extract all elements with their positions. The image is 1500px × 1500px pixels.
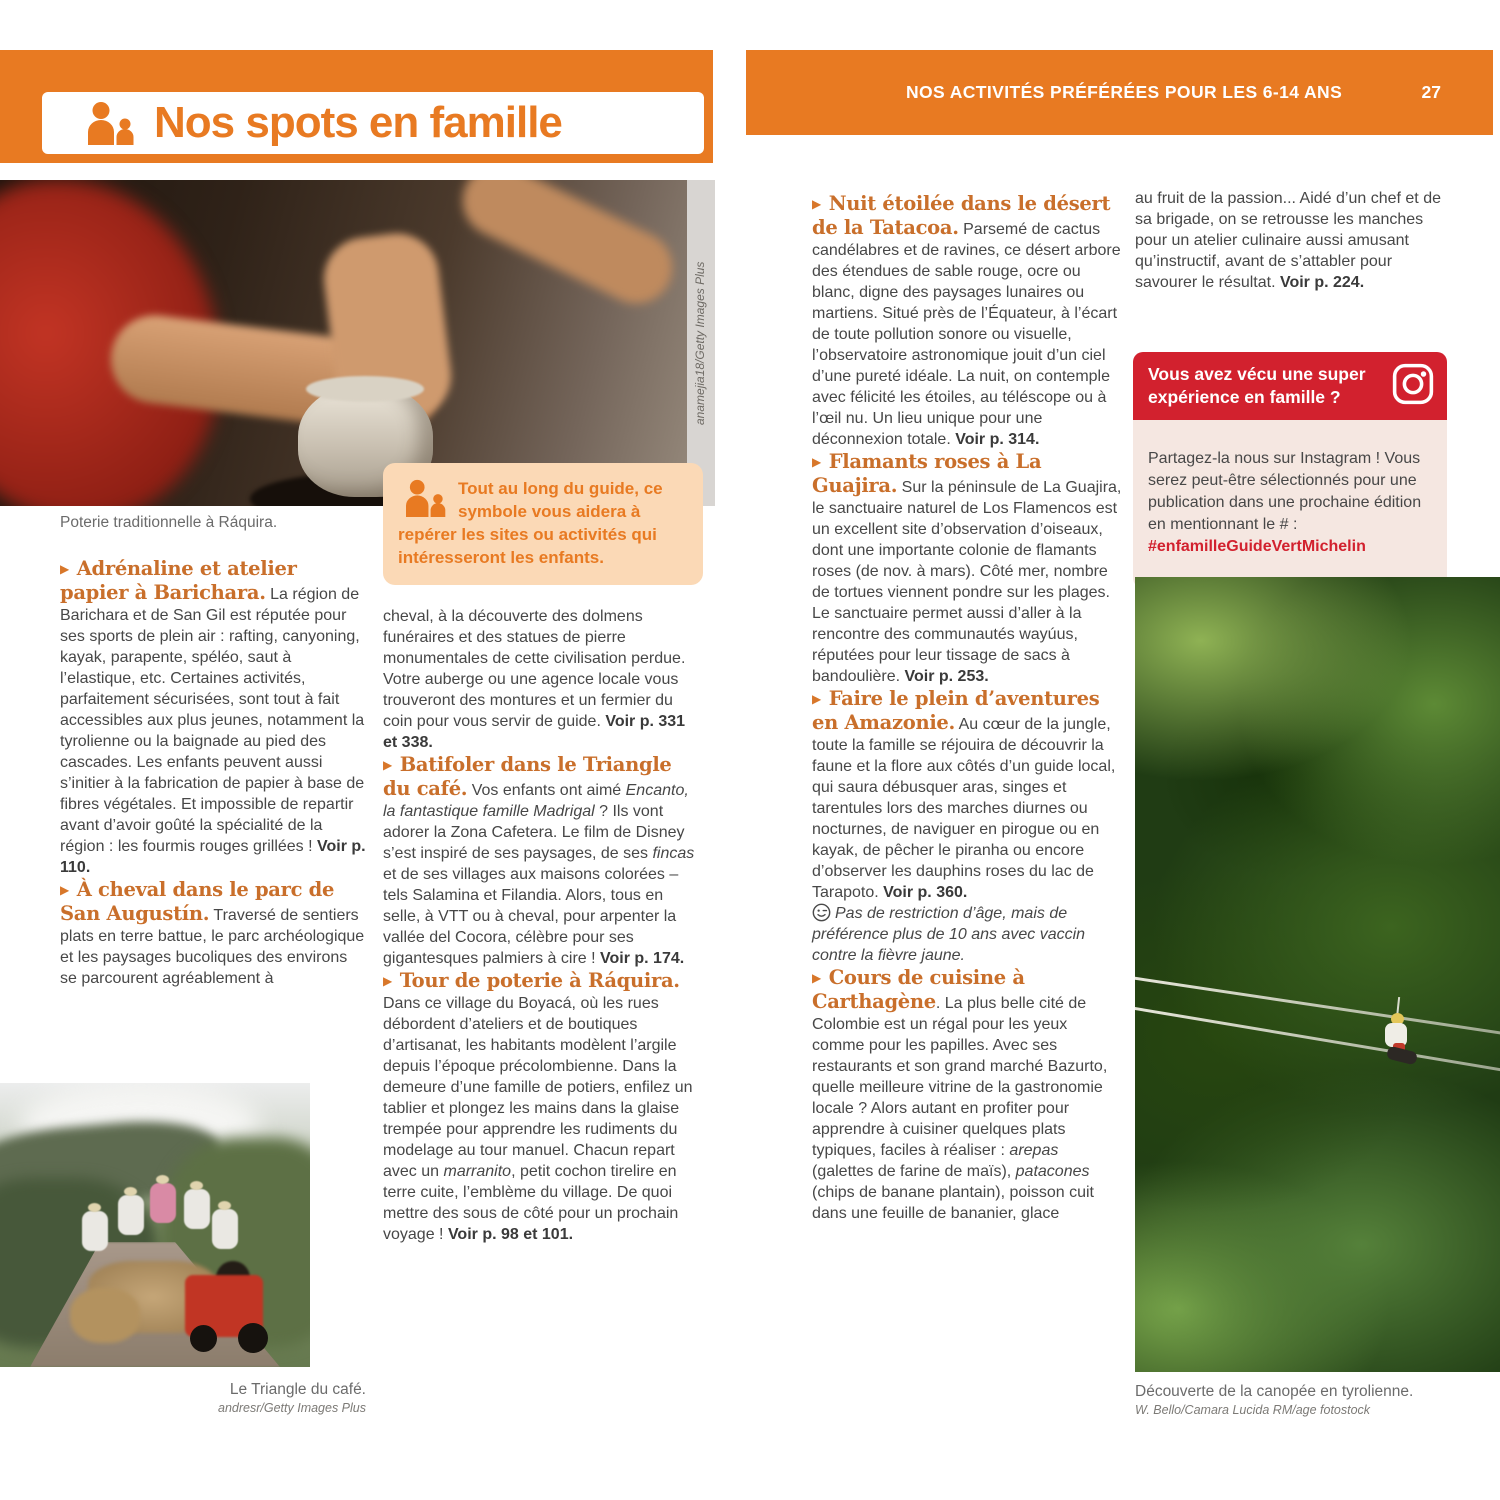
instagram-box-text: Partagez-la nous sur Instagram ! Vous serez peut-être sélectionnés pour une publication dans une prochaine édition en mentionnant le # : #enfamilleGuideVertMichelin [1148,450,1422,555]
jeep-photo-person [184,1189,210,1229]
jeep-photo-wheel [238,1323,268,1353]
section-body-guajira: Sur la péninsule de La Guajira, le sanctuaire naturel de Los Flamencos est un excellent site d’observation d’oiseaux, dont une importante colonie de flamants roses (de nov. à mars). Côté mer, nombre de tortues viennent pondre sur les plages. Le sanctuaire permet aussi d’aller à la rencontre des communautés wayúus, réputées pour leur tissage de sacs à bandoulière. Voir p. 253. [812,479,1122,685]
section-heading-san-augustin: ▶ À cheval dans le parc de San Augustín. [60,878,334,925]
jeep-photo-person [212,1209,238,1249]
jeep-photo-person-head [156,1175,169,1184]
section-barichara [60,557,367,878]
instagram-box-body [1133,420,1447,588]
continuation-paragraph [383,606,703,753]
zipline-caption-block [1135,1382,1495,1418]
age-restriction-text: Pas de restriction d’âge, mais de préférence plus de 10 ans avec vaccin contre la fièvre jaune. [812,905,1086,964]
kids-symbol-callout [383,463,703,585]
jeep-photo-person-head [218,1201,231,1210]
age-restriction-note [812,903,1124,966]
section-body-barichara: La région de Barichara et de San Gil est réputée pour ses sports de plein air : rafting, canyoning, kayak, parapente, spéléo, saut à l’elastique, etc. Certaines activités, parfaitement sécurisées, sont tout à fait accessibles aux plus jeunes, notamment la tyrolienne ou la baignade au pied des cascades. Les enfants peuvent aussi s’initier à la fabrication de papier à base de fibres végétales. Et impossible de repartir avant d’avoir goûté la spécialité de la région : les fourmis rouges grillées ! Voir p. 110. [60,586,366,876]
instagram-callout-box [1133,352,1447,588]
section-heading-guajira: ▶ Flamants roses à La Guajira. [812,450,1041,497]
section-guajira [812,450,1124,687]
page-title: Nos spots en famille [154,98,562,147]
zipline-credit: W. Bello/Camara Lucida RM/age fotostock [1135,1403,1371,1417]
jeep-caption: Le Triangle du café. [229,1381,366,1398]
family-icon-small [402,479,448,517]
jeep-photo-person [150,1183,176,1223]
jeep-photo-person-head [190,1181,203,1190]
jeep-photo-person-head [124,1187,137,1196]
section-body-tatacoa: Parsemé de cactus candélabres et de ravines, ce désert arbore des étendues de sable rouge, ocre ou blanc, digne des paysages lunaires ou martiens. Situé près de l’Équateur, à l’écart de toute pollution sonore ou visuelle, l’observatoire astronomique jouit d’un ciel d’une pureté idéale. La nuit, on contemple avec félicité les étoiles, au téléscope ou à l’œil nu. Un lieu unique pour une déconnexion totale. Voir p. 314. [812,221,1121,448]
zipline-photo-foliage [1135,577,1500,1372]
instagram-icon [1392,363,1434,405]
section-body-carthagene: . La plus belle cité de Colombie est un régal pour les yeux comme pour les papilles. Avec ses restaurants et son grand marché Bazurto, quelle meilleure vitrine de la gastronomie locale ? Alors autant en profiter pour apprendre à cuisiner quelques plats typiques, faciles à réaliser : arepas (galettes de farine de maïs), patacones (chips de banane plantain), poisson cuit dans une feuille de bananier, glace [812,995,1108,1222]
section-san-augustin [60,878,367,989]
pottery-photo-pot-rim [306,376,424,402]
pottery-photo-credit: anamejia18/Getty Images Plus [693,261,707,425]
pottery-photo [0,180,715,506]
page-number: 27 [1421,82,1441,102]
section-tatacoa [812,192,1124,450]
continuation-text: cheval, à la découverte des dolmens funéraires et des statues de pierre monumentales de cette civilisation perdue. Votre auberge ou une agence locale vous trouveront des montures et un fermier du coin pour vous servir de guide. Voir p. 331 et 338. [383,608,686,751]
column-2 [383,463,703,1245]
instagram-box-header [1133,352,1447,420]
column-1 [60,557,367,989]
section-body-amazonie: Au cœur de la jungle, toute la famille se réjouira de découvrir la faune et la flore aux côtés d’un guide local, qui saura débusquer aras, singes et tarentules lors des marches diurnes ou nocturnes, de naviguer en pirogue ou en kayak, de pêcher le piranha ou encore d’observer les dauphins roses du lac de Tarapoto. Voir p. 360. [812,716,1116,901]
continuation-paragraph-2 [1135,188,1450,293]
wink-smiley-icon [812,903,831,922]
pottery-photo-arm2 [451,180,685,316]
jeep-photo-person-head [88,1203,101,1212]
instagram-box-title: Vous avez vécu une super expérience en famille ? [1148,364,1366,407]
column-4 [1135,188,1450,293]
section-heading-barichara: ▶ Adrénaline et atelier papier à Barichara. [60,557,297,604]
jeep-photo-person [82,1211,108,1251]
jeep-credit: andresr/Getty Images Plus [218,1401,366,1415]
section-heading-tatacoa: ▶ Nuit étoilée dans le désert de la Tatacoa. [812,192,1110,239]
section-heading-amazonie: ▶ Faire le plein d’aventures en Amazonie. [812,687,1099,734]
jeep-photo-coffee-sack [70,1288,140,1343]
jeep-caption-block [60,1380,366,1416]
coffee-triangle-photo [0,1083,310,1367]
pottery-caption: Poterie traditionnelle à Ráquira. [60,514,278,531]
section-heading-raquira: ▶ Tour de poterie à Ráquira. [383,969,680,992]
column-3 [812,192,1124,1224]
zipline-photo [1135,577,1500,1372]
section-carthagene [812,966,1124,1224]
zipline-caption: Découverte de la canopée en tyrolienne. [1135,1383,1414,1400]
header-right-title: NOS ACTIVITÉS PRÉFÉRÉES POUR LES 6-14 ANS [906,82,1343,102]
section-body-triangle-cafe: Vos enfants ont aimé Encanto, la fantastique famille Madrigal ? Ils vont adorer la Zona Cafetera. Le film de Disney s’est inspiré de ses paysages, de ses fincas et de ses villages aux maisons colorées – tels Salamina et Filandia. Alors, tous en selle, à VTT ou à cheval, pour arpenter la vallée del Cocora, célèbre pour ses gigantesques palmiers à cire ! Voir p. 174. [383,782,695,967]
jeep-photo-person [118,1195,144,1235]
section-raquira [383,969,703,1245]
section-heading-carthagene: ▶ Cours de cuisine à Carthagène [812,966,1025,1013]
section-body-raquira: Dans ce village du Boyacá, où les rues débordent d’ateliers et de boutiques d’artisanat, les habitants modèlent l’argile depuis l’époque précolombienne. Dans la demeure d’une famille de potiers, enfilez un tablier et plongez les mains dans la glaise trempée pour apprendre les rudiments du modelage au tour manuel. Chacun repart avec un marranito, petit cochon tirelire en terre cuite, l’emblème du village. De quoi mettre des sous de côté pour un prochain voyage ! Voir p. 98 et 101. [383,995,693,1243]
header-band-right [746,50,1493,135]
section-heading-triangle-cafe: ▶ Batifoler dans le Triangle du café. [383,753,672,800]
callout-text: Tout au long du guide, ce symbole vous aidera à repérer les sites ou activités qui intéresseront les enfants. [398,479,663,567]
page-title-box [42,92,704,154]
section-triangle-cafe [383,753,703,969]
continuation-text-2: au fruit de la passion... Aidé d’un chef et de sa brigade, on se retrousse les manches pour un atelier culinaire aussi amusant qu’instructif, avant de s’attabler pour savourer le résultat. Voir p. 224. [1135,190,1441,291]
family-icon [84,101,136,145]
section-amazonie [812,687,1124,903]
section-body-san-augustin: Traversé de sentiers plats en terre battue, le parc archéologique et les paysages bucoliques des environs se parcourent agréablement à [60,907,365,987]
jeep-photo-wheel [190,1325,217,1352]
